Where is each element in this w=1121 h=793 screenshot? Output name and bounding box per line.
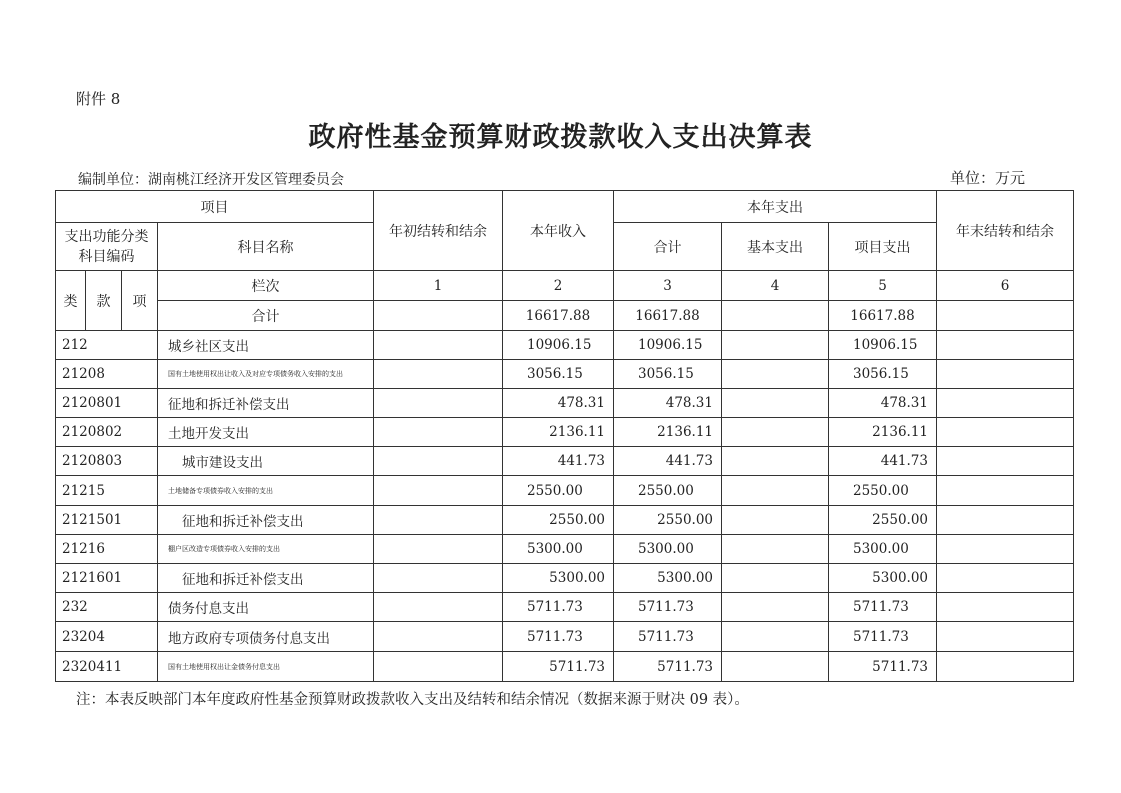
- cell-exp-total: 10906.15: [614, 331, 722, 360]
- cell-name: 征地和拆迁补偿支出: [158, 506, 374, 535]
- cell-name: 地方政府专项债务付息支出: [158, 622, 374, 652]
- cell-name: 城乡社区支出: [158, 331, 374, 360]
- page-title: 政府性基金预算财政拨款收入支出决算表: [308, 122, 813, 153]
- cell-code: 21208: [56, 360, 158, 389]
- cell-exp-total: 2550.00: [614, 476, 722, 506]
- header-subject-name: 科目名称: [158, 223, 374, 271]
- table-row: [56, 331, 1074, 360]
- cell-end: [937, 535, 1074, 564]
- table-row: [56, 564, 1074, 593]
- cell-income: 2550.00: [503, 476, 614, 506]
- cell-exp-project: 441.73: [829, 447, 937, 476]
- cell-end: [937, 389, 1074, 418]
- cell-name: 土地开发支出: [158, 418, 374, 447]
- cell-code: 2121601: [56, 564, 158, 593]
- cell-exp-basic: [722, 331, 829, 360]
- total-income: 16617.88: [503, 301, 614, 331]
- header-exp-basic: 基本支出: [722, 223, 829, 271]
- column-number: 5: [829, 271, 937, 301]
- cell-exp-basic: [722, 506, 829, 535]
- cell-code: 21216: [56, 535, 158, 564]
- cell-exp-total: 5300.00: [614, 535, 722, 564]
- cell-exp-project: 10906.15: [829, 331, 937, 360]
- cell-exp-total: 5711.73: [614, 652, 722, 682]
- cell-exp-project: 5300.00: [829, 535, 937, 564]
- table-row: [56, 593, 1074, 622]
- cell-income: 10906.15: [503, 331, 614, 360]
- cell-exp-basic: [722, 593, 829, 622]
- cell-exp-basic: [722, 535, 829, 564]
- cell-begin: [374, 331, 503, 360]
- cell-exp-total: 478.31: [614, 389, 722, 418]
- cell-exp-total: 5711.73: [614, 593, 722, 622]
- table-row: [56, 389, 1074, 418]
- cell-begin: [374, 564, 503, 593]
- cell-code: 23204: [56, 622, 158, 652]
- table-row: [56, 360, 1074, 389]
- cell-code: 2320411: [56, 652, 158, 682]
- header-exp-project: 项目支出: [829, 223, 937, 271]
- total-exp-project: 16617.88: [829, 301, 937, 331]
- footnote: 注：本表反映部门本年度政府性基金预算财政拨款收入支出及结转和结余情况（数据来源于财决 09 表）。: [76, 692, 749, 708]
- header-xiang: 项: [122, 271, 158, 331]
- header-xiangmu: 项目: [56, 191, 374, 223]
- cell-code: 232: [56, 593, 158, 622]
- header-lei: 类: [56, 271, 86, 331]
- cell-end: [937, 447, 1074, 476]
- cell-end: [937, 652, 1074, 682]
- header-code-group: 支出功能分类科目编码: [56, 223, 158, 271]
- cell-code: 2120803: [56, 447, 158, 476]
- cell-end: [937, 506, 1074, 535]
- column-number: 2: [503, 271, 614, 301]
- cell-exp-project: 5711.73: [829, 652, 937, 682]
- cell-income: 478.31: [503, 389, 614, 418]
- cell-name: 城市建设支出: [158, 447, 374, 476]
- cell-name: 土地储备专项债券收入安排的支出: [158, 476, 374, 506]
- cell-income: 5711.73: [503, 652, 614, 682]
- header-end-balance: 年末结转和结余: [937, 191, 1074, 271]
- cell-exp-basic: [722, 447, 829, 476]
- cell-begin: [374, 447, 503, 476]
- cell-income: 5711.73: [503, 622, 614, 652]
- cell-income: 5300.00: [503, 535, 614, 564]
- cell-exp-project: 2136.11: [829, 418, 937, 447]
- cell-code: 212: [56, 331, 158, 360]
- header-kuan: 款: [86, 271, 122, 331]
- total-begin: [374, 301, 503, 331]
- table-row: [56, 418, 1074, 447]
- cell-name: 债务付息支出: [158, 593, 374, 622]
- table-row: [56, 506, 1074, 535]
- cell-begin: [374, 476, 503, 506]
- cell-exp-project: 2550.00: [829, 476, 937, 506]
- header-expense-group: 本年支出: [614, 191, 937, 223]
- cell-exp-total: 2136.11: [614, 418, 722, 447]
- total-row-label: 合计: [158, 301, 374, 331]
- cell-name: 棚户区改造专项债券收入安排的支出: [158, 535, 374, 564]
- cell-name: 国有土地使用权出让收入及对应专项债务收入安排的支出: [158, 360, 374, 389]
- cell-begin: [374, 652, 503, 682]
- cell-exp-total: 5300.00: [614, 564, 722, 593]
- cell-begin: [374, 622, 503, 652]
- cell-exp-basic: [722, 389, 829, 418]
- cell-end: [937, 593, 1074, 622]
- cell-end: [937, 622, 1074, 652]
- cell-exp-basic: [722, 360, 829, 389]
- total-end: [937, 301, 1074, 331]
- table-row: [56, 622, 1074, 652]
- fund-budget-table: [55, 190, 1074, 682]
- cell-begin: [374, 506, 503, 535]
- cell-name: 征地和拆迁补偿支出: [158, 389, 374, 418]
- cell-income: 441.73: [503, 447, 614, 476]
- cell-code: 2120802: [56, 418, 158, 447]
- cell-name: 国有土地使用权出让金债务付息支出: [158, 652, 374, 682]
- table-row: [56, 476, 1074, 506]
- cell-code: 2120801: [56, 389, 158, 418]
- cell-income: 2136.11: [503, 418, 614, 447]
- cell-end: [937, 476, 1074, 506]
- cell-end: [937, 418, 1074, 447]
- header-exp-total: 合计: [614, 223, 722, 271]
- cell-code: 2121501: [56, 506, 158, 535]
- cell-exp-basic: [722, 476, 829, 506]
- cell-exp-project: 5711.73: [829, 622, 937, 652]
- cell-end: [937, 360, 1074, 389]
- cell-income: 5300.00: [503, 564, 614, 593]
- cell-income: 2550.00: [503, 506, 614, 535]
- cell-name: 征地和拆迁补偿支出: [158, 564, 374, 593]
- header-income: 本年收入: [503, 191, 614, 271]
- cell-end: [937, 331, 1074, 360]
- cell-exp-project: 478.31: [829, 389, 937, 418]
- cell-begin: [374, 535, 503, 564]
- cell-exp-project: 3056.15: [829, 360, 937, 389]
- total-exp-basic: [722, 301, 829, 331]
- cell-exp-project: 5300.00: [829, 564, 937, 593]
- cell-begin: [374, 593, 503, 622]
- cell-begin: [374, 418, 503, 447]
- cell-exp-project: 2550.00: [829, 506, 937, 535]
- cell-end: [937, 564, 1074, 593]
- column-number: 3: [614, 271, 722, 301]
- table-row: [56, 447, 1074, 476]
- cell-exp-total: 3056.15: [614, 360, 722, 389]
- unit-label: 单位：万元: [950, 169, 1026, 187]
- cell-exp-total: 2550.00: [614, 506, 722, 535]
- cell-exp-basic: [722, 622, 829, 652]
- attachment-label: 附件 8: [76, 90, 121, 108]
- table-row: [56, 535, 1074, 564]
- cell-begin: [374, 360, 503, 389]
- cell-begin: [374, 389, 503, 418]
- total-exp-total: 16617.88: [614, 301, 722, 331]
- cell-exp-basic: [722, 564, 829, 593]
- cell-income: 3056.15: [503, 360, 614, 389]
- header-begin-balance: 年初结转和结余: [374, 191, 503, 271]
- column-number: 4: [722, 271, 829, 301]
- column-number: 6: [937, 271, 1074, 301]
- table-row: [56, 652, 1074, 682]
- cell-income: 5711.73: [503, 593, 614, 622]
- cell-exp-total: 441.73: [614, 447, 722, 476]
- cell-exp-total: 5711.73: [614, 622, 722, 652]
- cell-exp-basic: [722, 652, 829, 682]
- cell-exp-project: 5711.73: [829, 593, 937, 622]
- header-column-no: 栏次: [158, 271, 374, 301]
- column-number: 1: [374, 271, 503, 301]
- cell-exp-basic: [722, 418, 829, 447]
- cell-code: 21215: [56, 476, 158, 506]
- organization-label: 编制单位：湖南桃江经济开发区管理委员会: [78, 172, 344, 188]
